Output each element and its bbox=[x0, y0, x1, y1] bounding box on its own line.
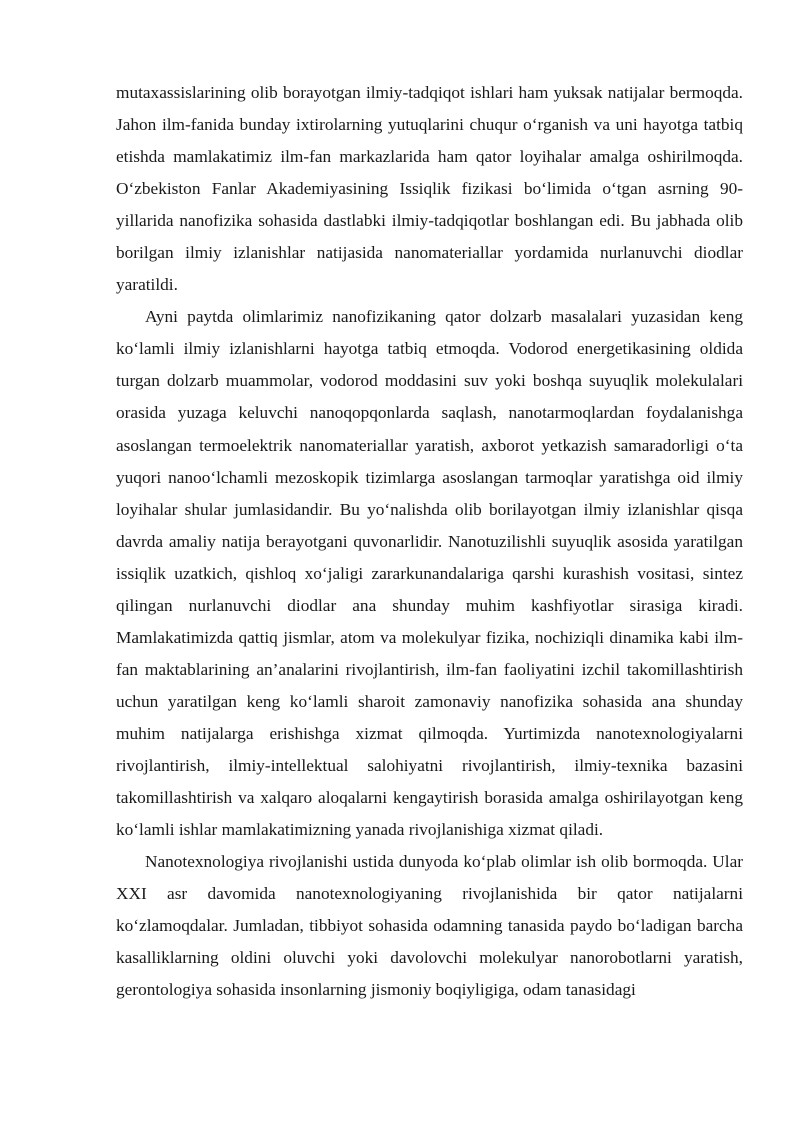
document-page bbox=[116, 77, 743, 1006]
paragraph-nanophysics-research: Ayni paytda olimlarimiz nanofizikaning qator dolzarb masalalari yuzasidan keng ko‘lamli ilmiy izlanishlarni hayotga tatbiq etmoqda. Vodorod energetikasining oldida turgan dolzarb muammolar, vodorod moddasini suv yoki boshqa suyuqlik molekulalari orasida yuzaga keluvchi nanoqopqonlarda saqlash, nanotarmoqlardan foydalanishga asoslangan termoelektrik nanomateriallar yaratish, axborot yetkazish samaradorligi o‘ta yuqori nanoo‘lchamli mezoskopik tizimlarga asoslangan tarmoqlar yaratishga oid ilmiy loyihalar shular jumlasidandir. Bu yo‘nalishda olib borilayotgan ilmiy izlanishlar qisqa davrda amaliy natija berayotgani quvonarlidir. Nanotuzilishli suyuqlik asosida yaratilgan issiqlik uzatkich, qishloq xo‘jaligi zararkunandalariga qarshi kurashish vositasi, sintez qilingan nurlanuvchi diodlar ana shunday muhim kashfiyotlar sirasiga kiradi. Mamlakatimizda qattiq jismlar, atom va molekulyar fizika, nochiziqli dinamika kabi ilm-fan maktablarining an’analarini rivojlantirish, ilm-fan faoliyatini izchil takomillashtirish uchun yaratilgan keng ko‘lamli sharoit zamonaviy nanofizika sohasida ana shunday muhim natijalarga erishishga xizmat qilmoqda. Yurtimizda nanotexnologiyalarni rivojlantirish, ilmiy-intellektual salohiyatni rivojlantirish, ilmiy-texnika bazasini takomillashtirish va xalqaro aloqalarni kengaytirish borasida amalga oshirilayotgan keng ko‘lamli ishlar mamlakatimizning yanada rivojlanishiga xizmat qiladi. bbox=[116, 307, 743, 840]
paragraph-continuation: mutaxassislarining olib borayotgan ilmiy-tadqiqot ishlari ham yuksak natijalar bermoqda. Jahon ilm-fanida bunday ixtirolarning yutuqlarini chuqur o‘rganish va uni hayotga tatbiq etishda mamlakatimiz ilm-fan markazlarida ham qator loyihalar amalga oshirilmoqda. O‘zbekiston Fanlar Akademiyasining Issiqlik fizikasi bo‘limida o‘tgan asrning 90-yillarida nanofizika sohasida dastlabki ilmiy-tadqiqotlar boshlangan edi. Bu jabhada olib borilgan ilmiy izlanishlar natijasida nanomateriallar yordamida nurlanuvchi diodlar yaratildi. bbox=[116, 83, 743, 295]
paragraph-nanotechnology-development: Nanotexnologiya rivojlanishi ustida dunyoda ko‘plab olimlar ish olib bormoqda. Ular XXI asr davomida nanotexnologiyaning rivojlanishida bir qator natijalarni ko‘zlamoqdalar. Jumladan, tibbiyot sohasida odamning tanasida paydo bo‘ladigan barcha kasalliklarning oldini oluvchi yoki davolovchi molekulyar nanorobotlarni yaratish, gerontologiya sohasida insonlarning jismoniy boqiyligiga, odam tanasidagi bbox=[116, 852, 743, 1000]
